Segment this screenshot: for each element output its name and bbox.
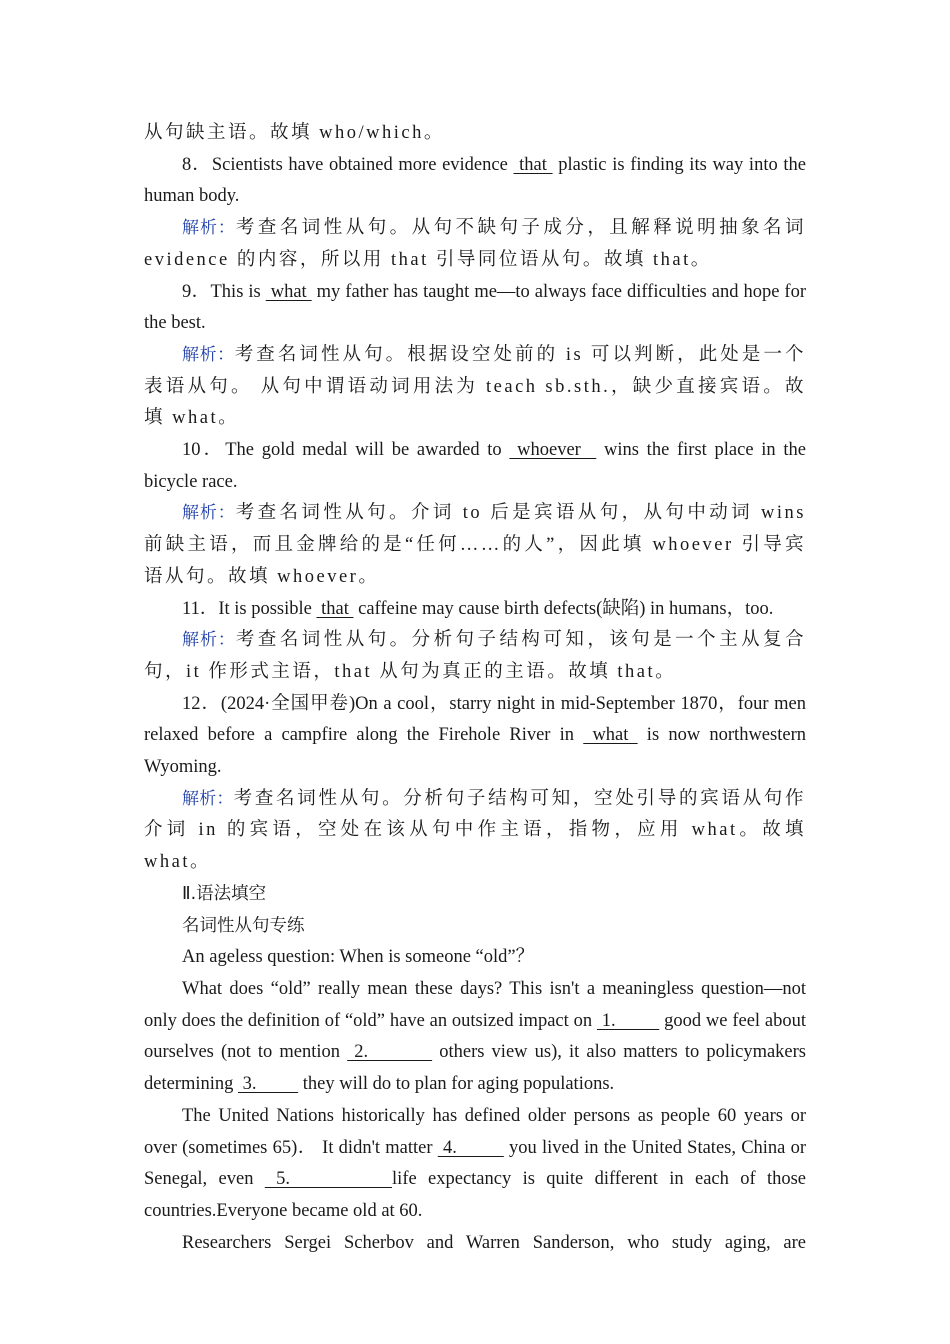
answer-blank: what (583, 725, 638, 746)
answer-blank: that (513, 154, 553, 175)
fill-blank-1[interactable]: 1. (596, 1010, 660, 1031)
analysis-9 (144, 340, 806, 435)
passage-paragraph-3 (144, 1228, 806, 1260)
passage-paragraph-2 (144, 1101, 806, 1228)
analysis-8 (144, 213, 806, 276)
passage-text: others view us), it also matters to policymakers determining (144, 1042, 806, 1095)
analysis-text: 考查名词性从句。从句不缺句子成分，且解释说明抽象名词 evidence 的内容，所以用 that 引导同位语从句。故填 that。 (144, 218, 807, 270)
passage-text: What does “old” really mean these days? This isn't a meaningless question—not only does the definition of “old” have an outsized impact on (144, 978, 806, 1031)
answer-blank: that (316, 598, 354, 619)
passage-paragraph-1 (144, 974, 806, 1101)
analysis-text: 考查名词性从句。根据设空处前的 is 可以判断，此处是一个表语从句。 从句中谓语动词用法为 teach sb.sth.，缺少直接宾语。故填 what。 (144, 344, 807, 429)
analysis-label: 解析： (182, 344, 235, 365)
analysis-10 (144, 498, 806, 593)
question-9 (144, 277, 806, 340)
passage-text: they will do to plan for aging populations. (298, 1074, 615, 1095)
answer-blank: what (265, 281, 312, 302)
section-title: Ⅱ.语法填空 (182, 883, 267, 904)
question-text-before: The gold medal will be awarded to (225, 440, 510, 461)
passage-title: An ageless question: When is someone “old”？ (182, 947, 535, 968)
section-subtitle: 名词性从句专练 (182, 915, 305, 936)
passage-text: Researchers Sergei Scherbov and Warren Sanderson, who study aging, are (182, 1232, 806, 1253)
question-text-after: caffeine may cause birth defects(缺陷) in humans，too. (353, 598, 774, 619)
question-number: 12． (182, 693, 221, 714)
question-text-after: plastic is finding its way into the human body. (144, 154, 806, 207)
question-number: 10． (182, 440, 226, 461)
fill-blank-2[interactable]: 2. (347, 1042, 433, 1063)
question-number: 9． (182, 281, 211, 302)
analysis-text: 考查名词性从句。分析句子结构可知，空处引导的宾语从句作介词 in 的宾语，空处在该从句中作主语，指物，应用 what。故填 what。 (144, 788, 806, 873)
document-page (144, 118, 806, 1259)
question-text-after: is now northwestern Wyoming. (144, 725, 806, 778)
analysis-12 (144, 784, 806, 879)
question-text-before: This is (210, 281, 266, 302)
question-number: 8． (182, 154, 212, 175)
passage-text: good we feel about ourselves (not to mention (144, 1010, 806, 1063)
analysis-text: 考查名词性从句。分析句子结构可知，该句是一个主从复合句，it 作形式主语，that 从句为真正的主语。故填 that。 (144, 630, 807, 682)
question-10 (144, 435, 806, 498)
answer-blank: whoever (509, 440, 597, 461)
question-12 (144, 689, 806, 784)
question-text-before: (2024·全国甲卷)On a cool，starry night in mid-September 1870，four men relaxed before a campfire along the Firehole River in (144, 693, 806, 746)
analysis-text: 考查名词性从句。介词 to 后是宾语从句，从句中动词 wins 前缺主语，而且金牌给的是“任何……的人”，因此填 whoever 引导宾语从句。故填 whoever。 (144, 503, 807, 587)
passage-text: you lived in the United States, China or Senegal, even (144, 1137, 807, 1190)
analysis-label: 解析： (182, 503, 236, 524)
question-text-before: Scientists have obtained more evidence (211, 154, 514, 175)
fill-blank-3[interactable]: 3. (238, 1074, 299, 1095)
question-number: 11． (182, 598, 219, 619)
previous-answer-text: 从句缺主语。故填 who/which。 (144, 123, 445, 143)
fill-blank-5[interactable]: 5. (264, 1169, 393, 1190)
question-text-after: wins the first place in the bicycle race. (144, 440, 806, 492)
analysis-label: 解析： (182, 630, 236, 651)
question-8 (144, 150, 806, 213)
fill-blank-4[interactable]: 4. (437, 1137, 504, 1158)
analysis-11 (144, 625, 806, 688)
analysis-label: 解析： (182, 218, 236, 239)
question-text-after: my father has taught me—to always face difficulties and hope for the best. (144, 281, 806, 334)
passage-text: The United Nations historically has defined older persons as people 60 years or over (sometimes 65)． It didn't matter (144, 1105, 806, 1158)
question-text-before: It is possible (218, 598, 317, 619)
analysis-label: 解析： (182, 788, 234, 809)
question-11 (144, 594, 806, 626)
previous-answer-tail (144, 118, 806, 150)
passage-text: life expectancy is quite different in each of those countries.Everyone became old at 60. (144, 1169, 807, 1221)
